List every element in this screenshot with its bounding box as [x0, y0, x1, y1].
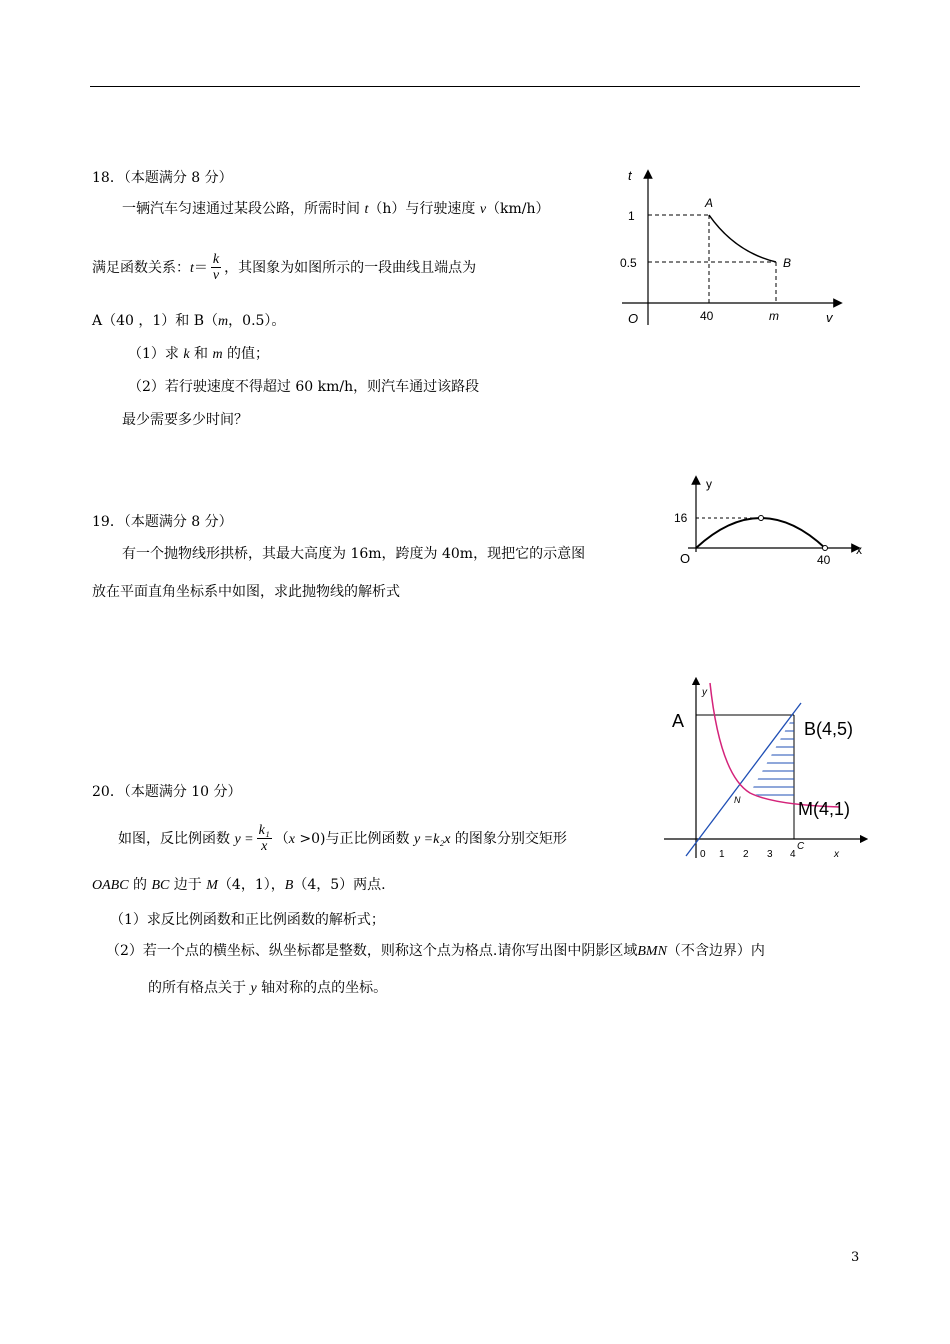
q19-line2: 放在平面直角坐标系中如图，求此抛物线的解析式 [92, 584, 400, 600]
q19-tick-16: 16 [674, 511, 688, 525]
q19-tick-40: 40 [817, 553, 831, 567]
q20-point-b: B(4,5) [804, 719, 854, 739]
q20-graph [664, 675, 874, 865]
q20-line1: 如图，反比例函数 y = $\frac{\text{k₁}}{x}$ （x >0)与正比例函数 y =k₂x 的图象分别交矩形 [118, 823, 567, 855]
q18-fraction: $\frac{k}{v}$ [212, 252, 220, 284]
q18-tick-1: 1 [628, 209, 635, 223]
q19-graph [660, 470, 870, 575]
q18-tick-40: 40 [700, 309, 714, 323]
q19-line1: 有一个抛物线形拱桥，其最大高度为 16m，跨度为 40m，现把它的示意图 [122, 546, 586, 562]
q20-inverse-curve [710, 683, 840, 807]
q18-part1: （1）求 k 和 m 的值； [128, 346, 270, 362]
q20-part2: （2）若一个点的横坐标、纵坐标都是整数，则称这个点为格点.请你写出图中阴影区域BMN（不含边界）内 [106, 943, 765, 959]
q19-x-label: x [856, 543, 862, 557]
q20-tick-2: 2 [743, 849, 749, 860]
q20-part2-cont: 的所有格点关于 y 轴对称的点的坐标。 [148, 980, 388, 996]
q18-part2-cont: 最少需要多少时间？ [122, 412, 248, 428]
q18-line1: 一辆汽车匀速通过某段公路，所需时间 t（h）与行驶速度 v（km/h） [122, 201, 550, 217]
q20-point-c: C [797, 841, 805, 852]
q20-point-n: N [734, 795, 741, 805]
q18-line2: 满足函数关系：t＝ $\frac{k}{v}$ ，其图象为如图所示的一段曲线且端点为 [92, 252, 477, 284]
q18-point-b: B [783, 256, 792, 270]
q20-tick-0: 0 [700, 849, 706, 860]
q18-tick-05: 0.5 [620, 256, 637, 270]
q20-y-label: y [702, 687, 707, 698]
q20-tick-3: 3 [767, 849, 773, 860]
q18-tick-m: m [769, 309, 779, 323]
q19-vertex [759, 516, 764, 521]
q20-tick-4: 4 [790, 849, 796, 860]
q18-curve [709, 215, 776, 262]
q20-heading: 20．（本题满分 10 分） [92, 784, 242, 800]
q20-x-label: x [834, 849, 839, 860]
q20-point-a: A [672, 711, 685, 731]
q20-shaded-region [744, 723, 796, 795]
q19-parabola [696, 518, 825, 548]
header-rule [90, 86, 860, 87]
q19-end-point [823, 546, 828, 551]
q18-heading: 18．（本题满分 8 分） [92, 170, 233, 186]
q19-origin-label: O [680, 551, 691, 566]
q20-line2: OABC 的 BC 边于 M（4，1），B（4，5）两点. [92, 877, 386, 893]
q20-fraction: $\frac{\text{k₁}}{x}$ [258, 823, 270, 855]
page-number: 3 [851, 1250, 860, 1265]
q18-point-a: A [705, 196, 714, 210]
q18-t-label: t [628, 168, 632, 183]
q18-origin-label: O [628, 311, 639, 326]
q18-v-label: v [826, 310, 833, 325]
q20-tick-1: 1 [719, 849, 725, 860]
q18-part2: （2）若行驶速度不得超过 60 km/h，则汽车通过该路段 [128, 379, 480, 395]
q20-point-m: M(4,1) [798, 799, 851, 819]
q18-line3: A（40 ，1）和 B（m，0.5）。 [92, 313, 286, 329]
q18-graph [600, 160, 850, 335]
q19-heading: 19．（本题满分 8 分） [92, 514, 233, 530]
q20-part1: （1）求反比例函数和正比例函数的解析式； [110, 912, 385, 928]
q19-y-label: y [706, 477, 712, 491]
